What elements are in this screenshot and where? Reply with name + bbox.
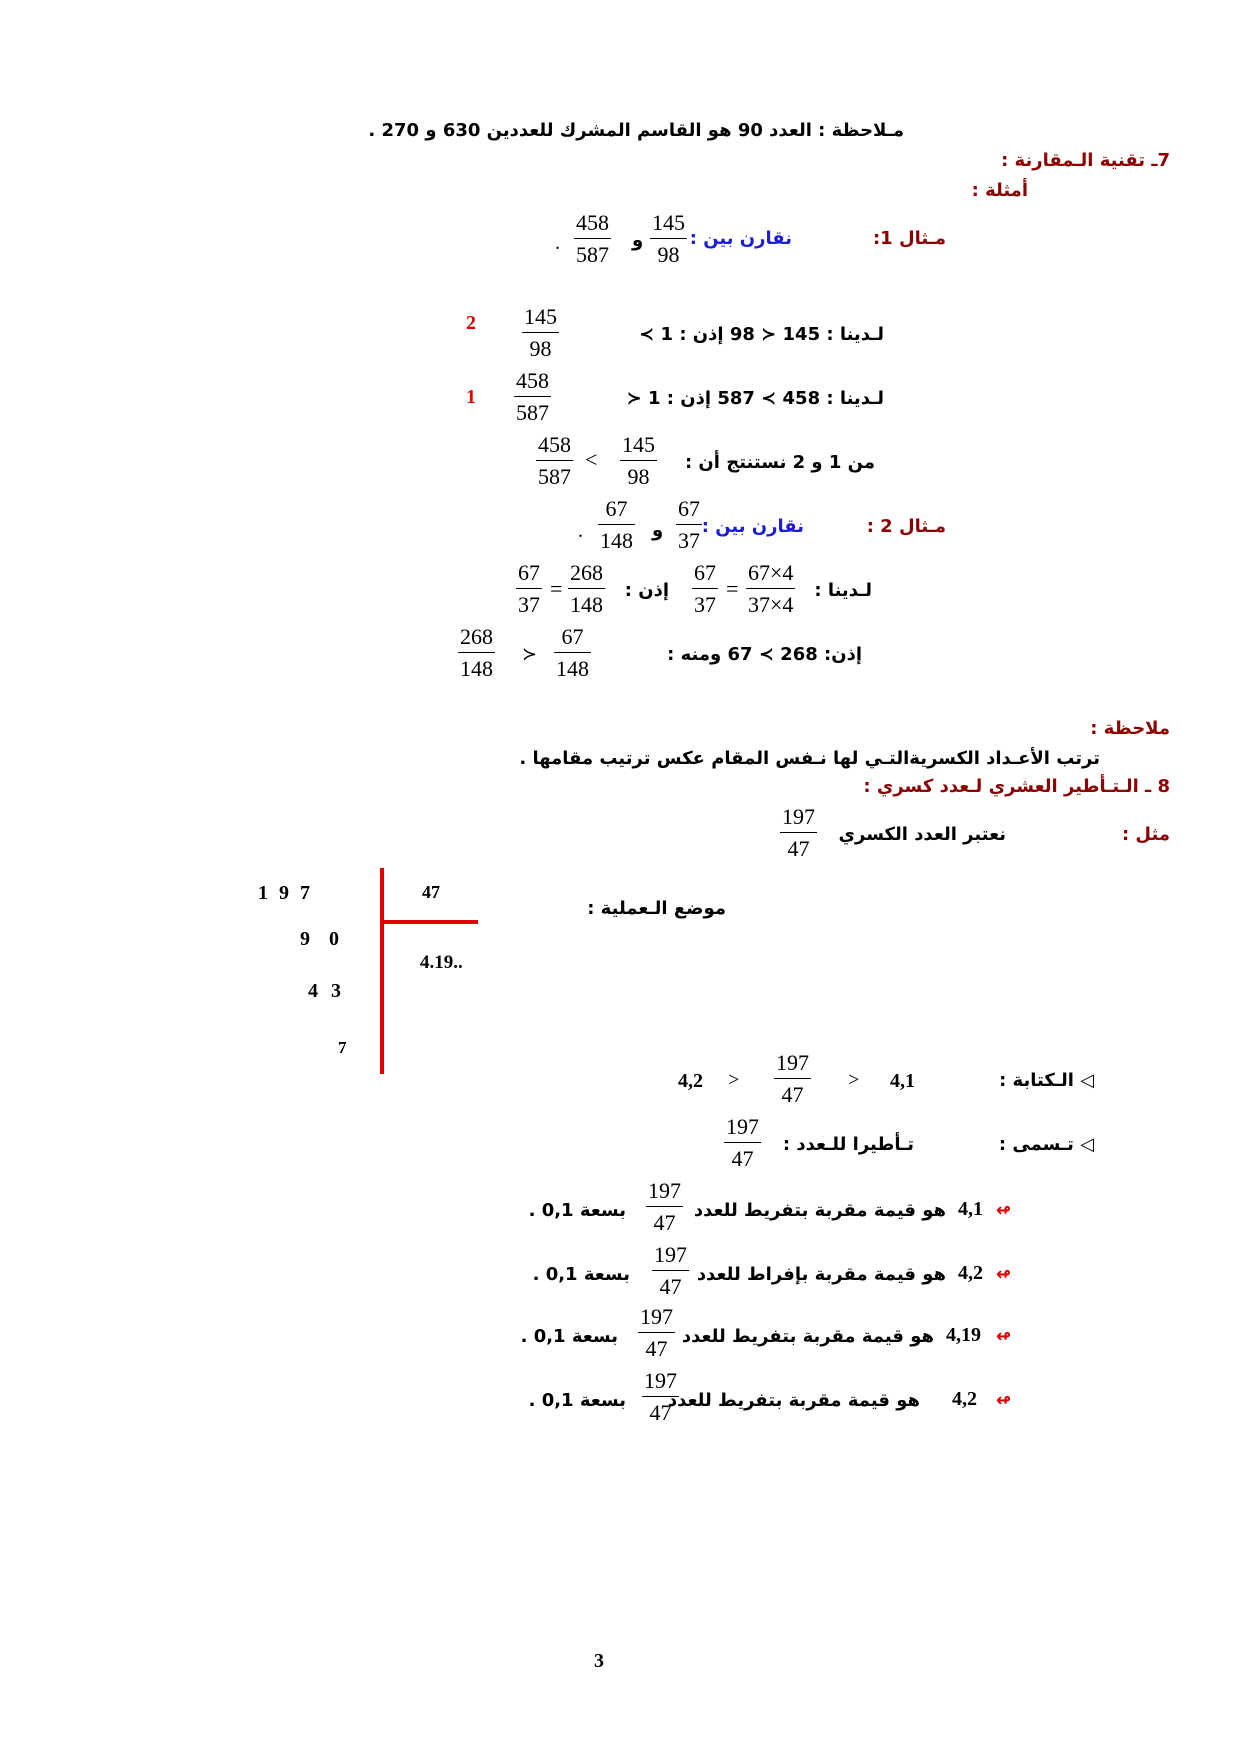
tag-1: 1	[466, 386, 476, 408]
fraction-458-587-c: 458 587	[538, 432, 571, 489]
divisor: 47	[422, 882, 440, 902]
approx-1-precision: بسعة 0,1 .	[528, 1200, 626, 1221]
remainder-2: 4 3	[308, 980, 341, 1002]
approx-2-precision: بسعة 0,1 .	[532, 1264, 630, 1285]
fraction-458-587-b: 458 587	[516, 368, 549, 425]
approx-3-fraction: 197 47	[640, 1304, 673, 1361]
writing-hi: 4,2	[678, 1070, 703, 1092]
example-2-compare: نقارن بين :	[701, 516, 804, 537]
bullet-icon: ↫	[996, 1390, 1012, 1411]
page-number: 3	[594, 1650, 604, 1672]
writing-greater-2: >	[848, 1069, 860, 1091]
fraction-67-37-c: 67 37	[694, 560, 716, 617]
equals-sign-2: =	[726, 576, 739, 601]
approx-1-text: هو قيمة مقربة بتفريط للعدد	[693, 1200, 946, 1221]
note-2-text: ترتب الأعـداد الكسريةالتـي لها نـفس المقام عكس ترتيب مقامها .	[519, 748, 1100, 769]
approx-4-val: 4,2	[952, 1388, 977, 1410]
and-word: و	[632, 230, 644, 251]
writing-label: ◁ الـكتابة :	[999, 1070, 1094, 1091]
remainder-1: 9 0	[300, 928, 339, 950]
equals-sign-1: =	[550, 576, 563, 601]
fraction-67-37-b: 67 37	[518, 560, 540, 617]
note-2-label: ملاحظة :	[1090, 718, 1170, 739]
section-8-title: 8 ـ الـتـأطير العشري لـعدد كسري :	[863, 776, 1170, 797]
note-1: مـلاحظة : العدد 90 هو القاسم المشرك للعددين 630 و 270 .	[368, 120, 904, 141]
fraction-67-37: 67 37	[678, 496, 700, 553]
writing-greater-1: >	[728, 1069, 740, 1091]
fraction-145-98: 145 98	[652, 210, 685, 267]
example-1-label: مـثال 1:	[872, 228, 946, 249]
approx-4-precision: بسعة 0,1 .	[528, 1390, 626, 1411]
writing-lo: 4,1	[890, 1070, 915, 1092]
division-horizontal-line	[382, 920, 478, 924]
greater-sign: ≻	[522, 644, 538, 665]
period-2: .	[578, 520, 583, 542]
fraction-145-98-b: 145 98	[524, 304, 557, 361]
dividend: 1 9 7	[258, 882, 310, 904]
fraction-67-148-b: 67 148	[556, 624, 589, 681]
approx-2-fraction: 197 47	[654, 1242, 687, 1299]
quotient: 4.19..	[420, 952, 463, 973]
period: .	[555, 232, 560, 254]
approx-3-precision: بسعة 0,1 .	[520, 1326, 618, 1347]
fraction-67x4-37x4: 67×4 37×4	[748, 560, 794, 617]
conclusion-text: من 1 و 2 نستنتج أن :	[684, 452, 875, 473]
fraction-458-587: 458 587	[576, 210, 609, 267]
examples-label: أمثلة :	[971, 180, 1028, 201]
less-than-sign: <	[585, 447, 598, 472]
approx-4-fraction: 197 47	[644, 1368, 677, 1425]
line-2-text: لـدينا : 458 ≻ 587 إذن : 1 ≺	[626, 388, 884, 409]
fraction-268-148-b: 268 148	[460, 624, 493, 681]
approx-3-text: هو قيمة مقربة بتفريط للعدد	[681, 1326, 934, 1347]
tag-2: 2	[466, 312, 476, 334]
example-1-compare: نقارن بين :	[689, 228, 792, 249]
bullet-icon: ↫	[996, 1200, 1012, 1221]
division-vertical-line	[380, 868, 384, 1074]
we-have-label: لـدينا :	[814, 580, 872, 601]
fraction-197-47-b: 197 47	[776, 1050, 809, 1107]
bullet-icon: ↫	[996, 1326, 1012, 1347]
example-label: مثل :	[1121, 824, 1170, 845]
fraction-197-47: 197 47	[782, 804, 815, 861]
operation-label: موضع الـعملية :	[587, 898, 726, 919]
line-3-text: إذن: 268 ≻ 67 ومنه :	[667, 644, 862, 665]
approx-2-val: 4,2	[958, 1262, 983, 1284]
section-7-title: 7ـ تقنية الـمقارنة :	[1001, 150, 1170, 171]
approx-4-text: هو قيمة مقربة بتفريط للعدد	[667, 1390, 920, 1411]
approx-1-fraction: 197 47	[648, 1178, 681, 1235]
fraction-67-148: 67 148	[600, 496, 633, 553]
approx-2-text: هو قيمة مقربة بإفراط للعدد	[696, 1264, 946, 1285]
and-word-2: و	[652, 520, 664, 541]
named-text: تـأطيرا للـعدد :	[782, 1134, 914, 1155]
approx-1-val: 4,1	[958, 1198, 983, 1220]
remainder-3: 7	[338, 1038, 347, 1057]
example-2-label: مـثال 2 :	[866, 516, 946, 537]
fraction-145-98-c: 145 98	[622, 432, 655, 489]
so-word: إذن :	[624, 580, 669, 601]
named-label: ◁ تـسمى :	[998, 1134, 1094, 1155]
fraction-268-148: 268 148	[570, 560, 603, 617]
line-1-text: لـدينا : 145 ≺ 98 إذن : 1 ≻	[639, 324, 884, 345]
bullet-icon: ↫	[996, 1264, 1012, 1285]
approx-3-val: 4,19	[946, 1324, 981, 1346]
fraction-197-47-c: 197 47	[726, 1114, 759, 1171]
consider-text: نعتبر العدد الكسري	[838, 824, 1006, 845]
